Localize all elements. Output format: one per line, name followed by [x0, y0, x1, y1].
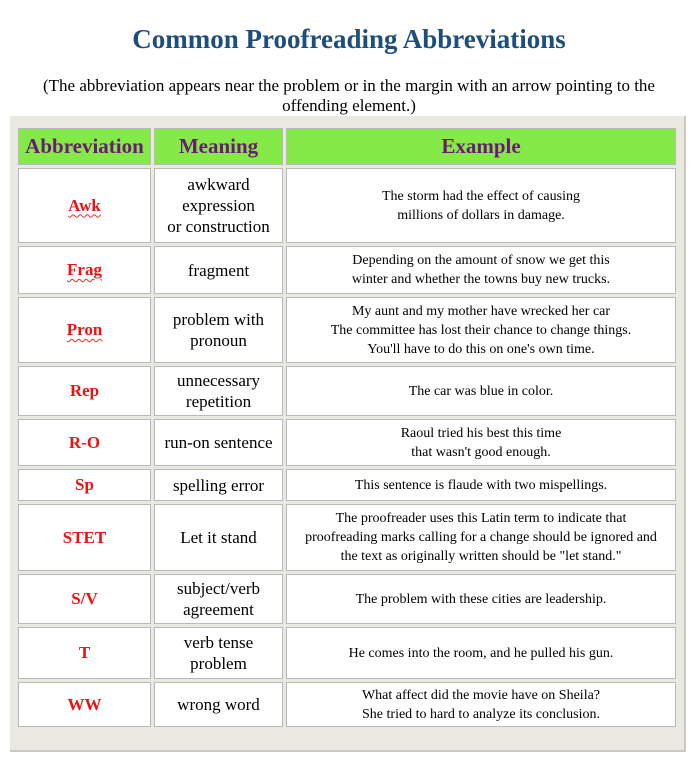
example-cell [286, 419, 676, 466]
page-title: Common Proofreading Abbreviations [132, 24, 566, 54]
meaning-line: problem [190, 654, 247, 673]
table-row-spelling [18, 469, 676, 501]
example-cell [286, 366, 676, 416]
example-line: proofreading marks calling for a change should be ignored and [305, 530, 657, 545]
example-cell [286, 297, 676, 363]
header-abbreviation: Abbreviation [18, 128, 151, 165]
table-row-tense [18, 627, 676, 679]
meaning-line: spelling error [172, 475, 265, 495]
example-cell [286, 246, 676, 294]
abbreviation-cell [18, 419, 151, 466]
abbreviation-cell [18, 297, 151, 363]
meaning-cell [154, 682, 283, 727]
abbreviation-text: STET [62, 527, 107, 547]
table-row-stet [18, 504, 676, 571]
meaning-line: pronoun [190, 331, 247, 350]
table-row-subject-verb [18, 574, 676, 624]
header-example: Example [286, 128, 676, 165]
meaning-line: unnecessary [176, 371, 261, 390]
abbreviation-cell [18, 168, 151, 243]
meaning-cell [154, 168, 283, 243]
table-row-pron [18, 297, 676, 363]
table-row-wrong-word [18, 682, 676, 727]
example-line: This sentence is flaude with two mispellings. [354, 477, 608, 493]
meaning-line: subject/verb [176, 579, 261, 598]
abbreviation-cell [18, 627, 151, 679]
abbreviation-cell [18, 574, 151, 624]
meaning-line: Let it stand [180, 528, 257, 547]
meaning-line: expression [182, 196, 255, 215]
example-line: You'll have to do this on one's own time. [367, 341, 595, 357]
meaning-line: repetition [185, 392, 252, 411]
abbreviation-text: WW [67, 694, 102, 714]
meaning-cell [154, 297, 283, 363]
example-line: Raoul tried his best this time [400, 425, 562, 441]
abbreviation-cell [18, 246, 151, 294]
example-cell [286, 469, 676, 501]
abbreviation-text: T [78, 643, 91, 662]
example-line: What affect did the movie have on Sheila? [361, 687, 601, 703]
meaning-line: run-on sentence [164, 433, 273, 452]
meaning-cell [154, 574, 283, 624]
example-line: the text as originally written should be "let stand." [340, 549, 622, 564]
example-line: Depending on the amount of snow we get this [352, 253, 610, 268]
example-line: The proofreader uses this Latin term to indicate that [335, 511, 627, 526]
abbreviation-text: R-O [68, 432, 101, 452]
header-row [18, 128, 676, 165]
meaning-cell [154, 419, 283, 466]
example-line: millions of dollars in damage. [397, 207, 565, 223]
meaning-cell [154, 469, 283, 501]
abbreviation-text: Awk [68, 195, 101, 215]
meaning-line: awkward [187, 175, 250, 194]
example-cell [286, 682, 676, 727]
example-line: He comes into the room, and he pulled his gun. [348, 645, 614, 661]
example-cell [286, 574, 676, 624]
meaning-line: fragment [187, 260, 250, 280]
table-row-awk [18, 168, 676, 243]
example-line: winter and whether the towns buy new trucks. [351, 272, 611, 287]
meaning-line: or construction [167, 217, 270, 236]
abbreviation-cell [18, 469, 151, 501]
example-line: The problem with these cities are leadership. [355, 591, 607, 607]
example-line: that wasn't good enough. [411, 444, 551, 460]
meaning-cell [154, 627, 283, 679]
meaning-line: agreement [183, 600, 254, 619]
example-line: The car was blue in color. [408, 383, 554, 399]
meaning-line: problem with [172, 310, 265, 329]
table-row-frag [18, 246, 676, 294]
table-row-run-on [18, 419, 676, 466]
example-line: She tried to hard to analyze its conclusion. [362, 706, 600, 722]
meaning-line: wrong word [177, 695, 260, 714]
page-subtitle: (The abbreviation appears near the problem or in the margin with an arrow pointing to the offending element.) [43, 76, 655, 115]
meaning-cell [154, 366, 283, 416]
example-cell [286, 504, 676, 571]
meaning-line: verb tense [183, 633, 254, 652]
abbreviation-text: S/V [71, 589, 98, 608]
example-line: The storm had the effect of causing [381, 188, 580, 204]
abbreviation-text: Frag [67, 260, 102, 279]
meaning-cell [154, 504, 283, 571]
meaning-cell [154, 246, 283, 294]
abbreviations-table [15, 125, 679, 730]
abbreviation-cell [18, 504, 151, 571]
example-line: My aunt and my mother have wrecked her car [351, 303, 611, 319]
abbreviation-cell [18, 682, 151, 727]
example-cell [286, 627, 676, 679]
example-cell [286, 168, 676, 243]
abbreviation-cell [18, 366, 151, 416]
header-meaning: Meaning [154, 128, 283, 165]
abbreviation-text: Rep [69, 381, 100, 400]
table-row-rep [18, 366, 676, 416]
example-line: The committee has lost their chance to change things. [330, 322, 632, 338]
abbreviation-text: Pron [66, 320, 103, 339]
abbreviation-text: Sp [75, 475, 94, 494]
